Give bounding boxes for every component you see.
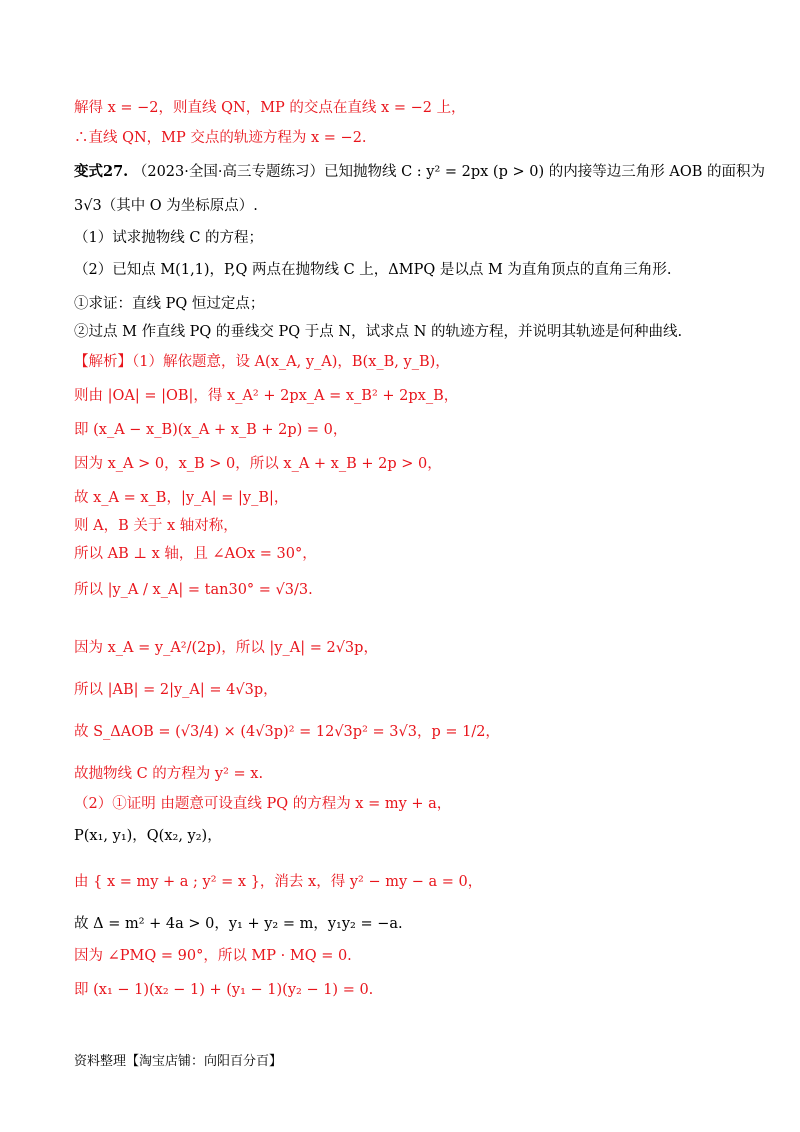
- solution-line: 所以 AB ⊥ x 轴，且 ∠AOx = 30°，: [74, 546, 317, 562]
- question-2-part-2: ②过点 M 作直线 PQ 的垂线交 PQ 于点 N，试求点 N 的轨迹方程，并说明其轨迹是何种曲线.: [74, 324, 683, 340]
- problem-statement-b: 3√3（其中 O 为坐标原点）.: [74, 198, 258, 214]
- text-line-1: 解得 x = −2，则直线 QN，MP 的交点在直线 x = −2 上，: [74, 100, 466, 116]
- solution-line: 则 A，B 关于 x 轴对称，: [74, 518, 238, 534]
- solution-start: 【解析】（1）解依题意，设 A(x_A, y_A)，B(x_B, y_B)，: [74, 354, 450, 370]
- solution-line: 由 { x = my + a ; y² = x }，消去 x，得 y² − my − a = 0，: [74, 874, 483, 890]
- solution-line: 故 Δ = m² + 4a > 0，y₁ + y₂ = m，y₁y₂ = −a.: [74, 916, 403, 932]
- question-1: （1）试求抛物线 C 的方程；: [74, 230, 264, 246]
- footer-text: 资料整理【淘宝店铺：向阳百分百】: [74, 1054, 283, 1069]
- problem-statement-a: （2023·全国·高三专题练习）已知抛物线 C : y² = 2px (p > 0) 的内接等边三角形 AOB 的面积为: [132, 164, 765, 180]
- problem-heading: [74, 162, 765, 182]
- solution-line: 即 (x_A − x_B)(x_A + x_B + 2p) = 0，: [74, 422, 348, 438]
- solution-line: P(x₁, y₁)，Q(x₂, y₂)，: [74, 828, 222, 844]
- solution-line: 即 (x₁ − 1)(x₂ − 1) + (y₁ − 1)(y₂ − 1) = 0.: [74, 982, 374, 998]
- question-2-part-1: ①求证：直线 PQ 恒过定点；: [74, 296, 265, 312]
- solution-part-2: （2）①证明 由题意可设直线 PQ 的方程为 x = my + a，: [74, 796, 452, 812]
- solution-line: 因为 x_A = y_A²/(2p)，所以 |y_A| = 2√3p，: [74, 640, 378, 656]
- text-line-2: ∴直线 QN，MP 交点的轨迹方程为 x = −2.: [74, 130, 367, 146]
- solution-line: 则由 |OA| = |OB|，得 x_A² + 2px_A = x_B² + 2px_B，: [74, 388, 459, 404]
- solution-line: 因为 x_A > 0，x_B > 0，所以 x_A + x_B + 2p > 0，: [74, 456, 442, 472]
- solution-line: 所以 |y_A / x_A| = tan30° = √3/3.: [74, 582, 313, 598]
- question-2: （2）已知点 M(1,1)，P,Q 两点在抛物线 C 上，ΔMPQ 是以点 M 为直角顶点的直角三角形.: [74, 262, 672, 278]
- solution-line: 因为 ∠PMQ = 90°，所以 MP · MQ = 0.: [74, 948, 352, 964]
- solution-line: 故抛物线 C 的方程为 y² = x.: [74, 766, 264, 782]
- solution-line: 故 x_A = x_B，|y_A| = |y_B|，: [74, 490, 289, 506]
- solution-line: 所以 |AB| = 2|y_A| = 4√3p，: [74, 682, 278, 698]
- solution-line: 故 S_ΔAOB = (√3/4) × (4√3p)² = 12√3p² = 3√3，p = 1/2，: [74, 724, 500, 740]
- variant-label: 变式27.: [74, 163, 129, 180]
